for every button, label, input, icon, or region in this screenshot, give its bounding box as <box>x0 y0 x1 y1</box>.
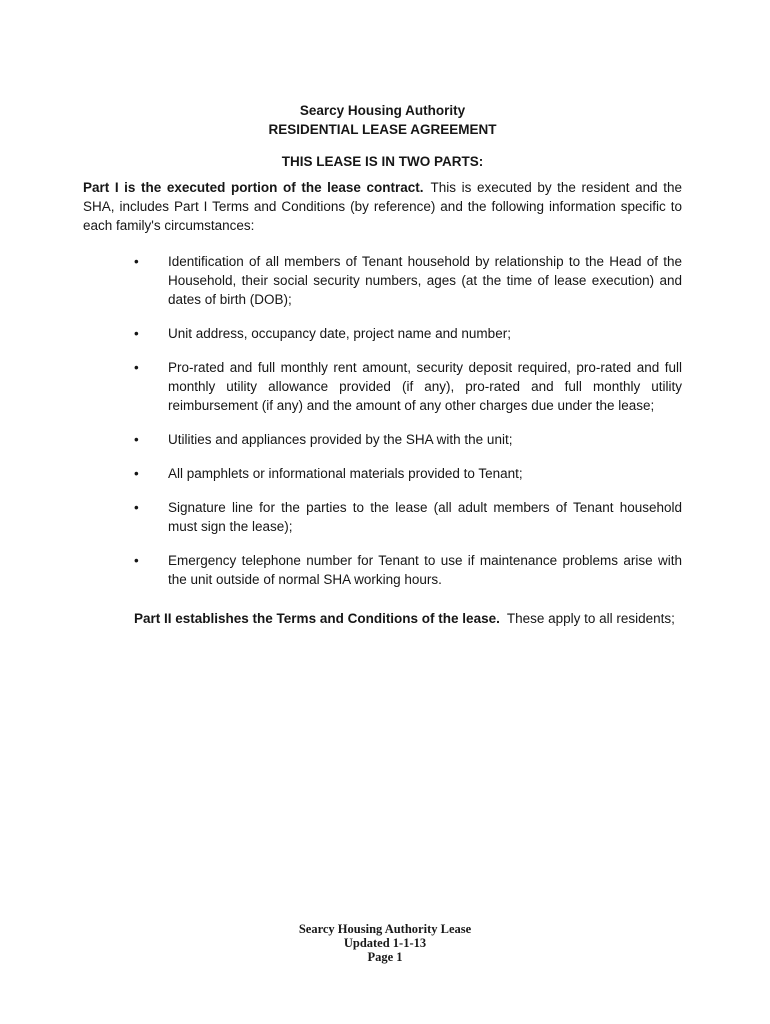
list-item-text: Emergency telephone number for Tenant to use if maintenance problems arise with the unit outside of normal SHA working hours. <box>168 553 682 587</box>
intro-lead-bold: Part I is the executed portion of the lease contract. <box>83 180 424 195</box>
list-item <box>83 252 682 309</box>
list-item <box>83 358 682 415</box>
bullet-icon: • <box>134 466 139 481</box>
bullet-icon: • <box>134 326 139 341</box>
part2-paragraph <box>134 609 682 628</box>
bullet-icon: • <box>134 432 139 447</box>
part2-lead-bold: Part II establishes the Terms and Conditions of the lease. <box>134 611 500 626</box>
list-item-text: All pamphlets or informational materials provided to Tenant; <box>168 466 523 481</box>
document-subtitle: THIS LEASE IS IN TWO PARTS: <box>281 154 484 169</box>
bullet-icon: • <box>134 500 139 515</box>
list-item-text: Identification of all members of Tenant household by relationship to the Head of the Household, their social security numbers, ages (at the time of lease execution) and dates of birth (DOB); <box>168 254 682 307</box>
document-content <box>83 101 682 628</box>
list-item <box>83 551 682 589</box>
list-item-text: Signature line for the parties to the lease (all adult members of Tenant household must sign the lease); <box>168 500 682 534</box>
list-item <box>83 430 682 449</box>
footer-doc-name: Searcy Housing Authority Lease <box>298 922 472 936</box>
intro-paragraph <box>83 178 682 235</box>
bullet-icon: • <box>134 553 139 568</box>
document-title-line1: Searcy Housing Authority <box>299 103 466 118</box>
bullet-icon: • <box>134 254 139 269</box>
list-item-text: Pro-rated and full monthly rent amount, security deposit required, pro-rated and full monthly utility allowance provided (if any), pro-rated and full monthly utility reimbursement (if any) and the amount of any other charges due under the lease; <box>168 360 682 413</box>
bullet-list <box>83 252 682 589</box>
footer-page-number: Page 1 <box>367 950 403 964</box>
page-footer <box>0 922 770 964</box>
bullet-icon: • <box>134 360 139 375</box>
list-item <box>83 324 682 343</box>
list-item <box>83 498 682 536</box>
document-title-line2: RESIDENTIAL LEASE AGREEMENT <box>268 122 497 137</box>
list-item-text: Unit address, occupancy date, project name and number; <box>168 326 511 341</box>
list-item <box>83 464 682 483</box>
part2-rest: These apply to all residents; <box>506 611 675 626</box>
list-item-text: Utilities and appliances provided by the SHA with the unit; <box>168 432 513 447</box>
intro-rest: This is executed by the resident and the SHA, includes Part I Terms and Conditions (by reference) and the following information specific to each family's circumstances: <box>83 180 682 233</box>
footer-updated-date: Updated 1-1-13 <box>343 936 427 950</box>
